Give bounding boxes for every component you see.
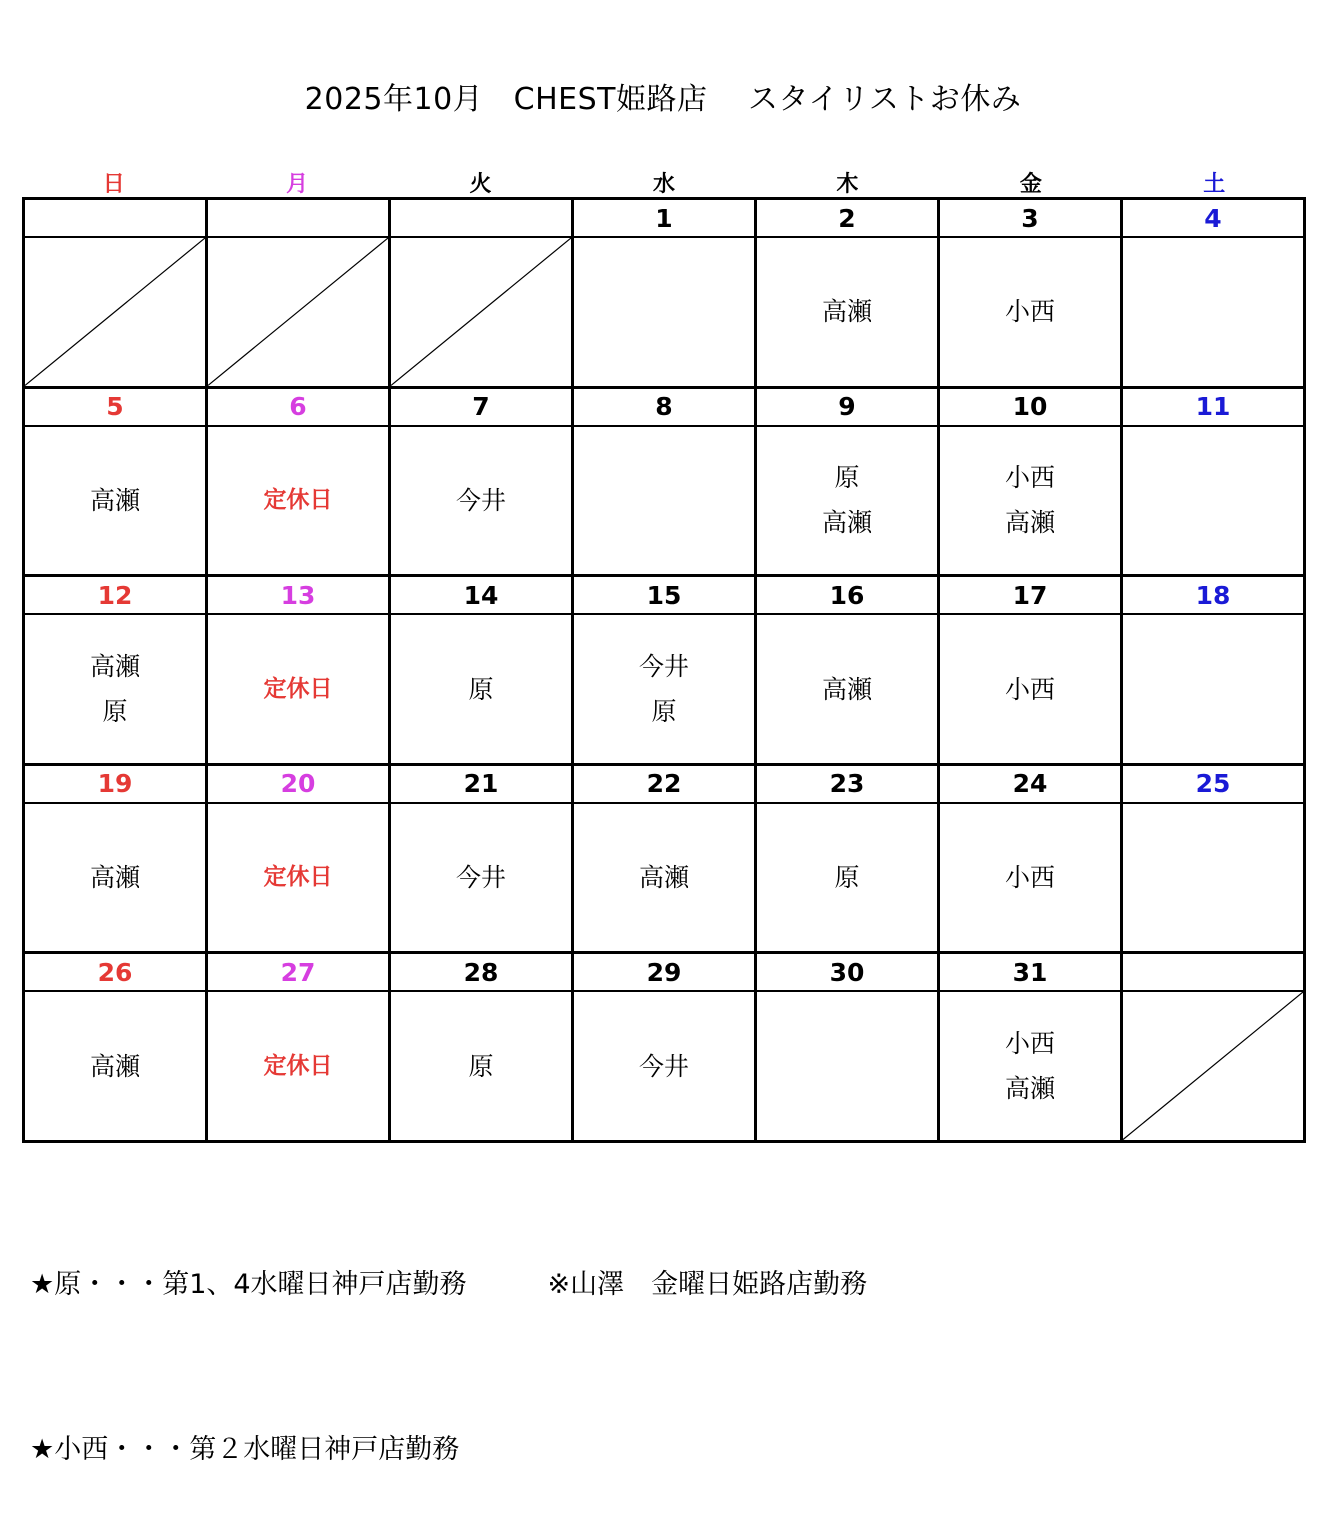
day-number: 6: [207, 387, 390, 426]
day-number: 5: [24, 387, 207, 426]
day-cell: [207, 426, 390, 576]
day-number: [207, 199, 390, 238]
day-cell: [573, 803, 756, 953]
stylist-name: 今井: [638, 1051, 689, 1081]
day-cell: [390, 614, 573, 764]
weekday-header: [22, 167, 1306, 198]
closed-day-label: 定休日: [263, 486, 333, 513]
weekday-thursday: 木: [836, 172, 859, 197]
day-number: 25: [1122, 764, 1305, 803]
empty-day-cell: [207, 237, 390, 387]
date-row: [24, 387, 1305, 426]
stylist-name: 高瀬: [89, 485, 140, 515]
page-title: 2025年10月 CHEST姫路店 スタイリストお休み: [304, 82, 1022, 117]
stylist-name: 高瀬: [1004, 1074, 1055, 1104]
diagonal-slash: [25, 238, 205, 385]
day-cell: [24, 426, 207, 576]
day-cell: [207, 991, 390, 1141]
notes: [30, 1147, 867, 1532]
day-number: 9: [756, 387, 939, 426]
closed-day-label: 定休日: [263, 864, 333, 891]
stylist-name: 小西: [1004, 463, 1055, 493]
note-line: ★小西・・・第２水曜日神戸店勤務: [30, 1434, 460, 1465]
weekday-saturday: 土: [1203, 172, 1226, 197]
day-cell: [573, 237, 756, 387]
calendar-grid: [22, 197, 1306, 1143]
day-number: 12: [24, 576, 207, 615]
stylist-name: 高瀬: [89, 1051, 140, 1081]
day-cell: [756, 803, 939, 953]
day-cell: [1122, 237, 1305, 387]
day-number: 13: [207, 576, 390, 615]
stylist-name: 原: [468, 1051, 494, 1081]
day-cell: [756, 237, 939, 387]
day-number: 26: [24, 953, 207, 992]
day-cell: [756, 991, 939, 1141]
day-number: 27: [207, 953, 390, 992]
weekday-monday: 月: [286, 172, 309, 197]
stylist-name: 小西: [1004, 297, 1055, 327]
day-cell: [24, 614, 207, 764]
empty-day-cell: [24, 237, 207, 387]
weekday-sunday: 日: [102, 172, 125, 197]
stylist-name: 高瀬: [89, 652, 140, 681]
weekday-friday: 金: [1019, 172, 1042, 197]
day-number: 11: [1122, 387, 1305, 426]
day-number: 19: [24, 764, 207, 803]
day-cell: [207, 803, 390, 953]
closed-day-label: 定休日: [263, 1052, 333, 1079]
day-cell: [573, 426, 756, 576]
date-row: [24, 576, 1305, 615]
stylist-name: 小西: [1004, 1029, 1055, 1059]
day-cell: [24, 991, 207, 1141]
schedule-row: [24, 991, 1305, 1141]
closed-day-label: 定休日: [263, 675, 333, 702]
diagonal-slash: [391, 238, 571, 385]
day-number: 14: [390, 576, 573, 615]
diagonal-slash: [208, 238, 388, 385]
day-cell: [390, 803, 573, 953]
day-cell: [390, 426, 573, 576]
day-number: [24, 199, 207, 238]
day-number: 3: [939, 199, 1122, 238]
stylist-name: 高瀬: [821, 674, 872, 704]
day-cell: [573, 614, 756, 764]
day-cell: [1122, 426, 1305, 576]
day-number: 22: [573, 764, 756, 803]
day-number: 8: [573, 387, 756, 426]
day-cell: [24, 803, 207, 953]
stylist-name: 今井: [455, 863, 506, 893]
stylist-name: 原: [834, 463, 860, 493]
day-cell: [939, 803, 1122, 953]
stylist-name: 原: [651, 697, 677, 726]
day-number: 31: [939, 953, 1122, 992]
day-number: 21: [390, 764, 573, 803]
stylist-name: 小西: [1004, 863, 1055, 893]
empty-day-cell: [1122, 991, 1305, 1141]
day-cell: [207, 614, 390, 764]
day-number: 29: [573, 953, 756, 992]
stylist-name: 今井: [638, 652, 689, 681]
day-number: [1122, 953, 1305, 992]
stylist-name: 高瀬: [638, 863, 689, 893]
day-number: 30: [756, 953, 939, 992]
day-number: 15: [573, 576, 756, 615]
schedule-row: [24, 426, 1305, 576]
stylist-name: 高瀬: [89, 863, 140, 893]
day-cell: [756, 614, 939, 764]
day-cell: [1122, 614, 1305, 764]
day-number: 10: [939, 387, 1122, 426]
stylist-name: 原: [834, 863, 860, 893]
stylist-name: 高瀬: [821, 508, 872, 538]
schedule-row: [24, 237, 1305, 387]
diagonal-slash: [1123, 992, 1303, 1140]
schedule-row: [24, 614, 1305, 764]
day-number: 23: [756, 764, 939, 803]
weekday-tuesday: 火: [469, 172, 492, 197]
day-number: 28: [390, 953, 573, 992]
weekday-wednesday: 水: [652, 172, 675, 197]
day-number: 18: [1122, 576, 1305, 615]
stylist-name: 高瀬: [821, 297, 872, 327]
date-row: [24, 764, 1305, 803]
day-number: [390, 199, 573, 238]
day-number: 16: [756, 576, 939, 615]
stylist-name: 原: [102, 697, 128, 726]
stylist-name: 原: [468, 674, 494, 704]
day-cell: [939, 991, 1122, 1141]
day-cell: [573, 991, 756, 1141]
day-cell: [939, 614, 1122, 764]
day-number: 1: [573, 199, 756, 238]
stylist-name: 小西: [1004, 674, 1055, 704]
day-number: 4: [1122, 199, 1305, 238]
day-cell: [939, 426, 1122, 576]
date-row: [24, 199, 1305, 238]
empty-day-cell: [390, 237, 573, 387]
day-number: 20: [207, 764, 390, 803]
day-cell: [756, 426, 939, 576]
day-cell: [1122, 803, 1305, 953]
schedule-row: [24, 803, 1305, 953]
day-number: 17: [939, 576, 1122, 615]
date-row: [24, 953, 1305, 992]
day-number: 24: [939, 764, 1122, 803]
note-line: ★原・・・第1、4水曜日神戸店勤務 ※山澤 金曜日姫路店勤務: [30, 1269, 868, 1300]
day-cell: [390, 991, 573, 1141]
stylist-name: 高瀬: [1004, 508, 1055, 538]
stylist-name: 今井: [455, 485, 506, 515]
day-number: 2: [756, 199, 939, 238]
day-number: 7: [390, 387, 573, 426]
day-cell: [939, 237, 1122, 387]
